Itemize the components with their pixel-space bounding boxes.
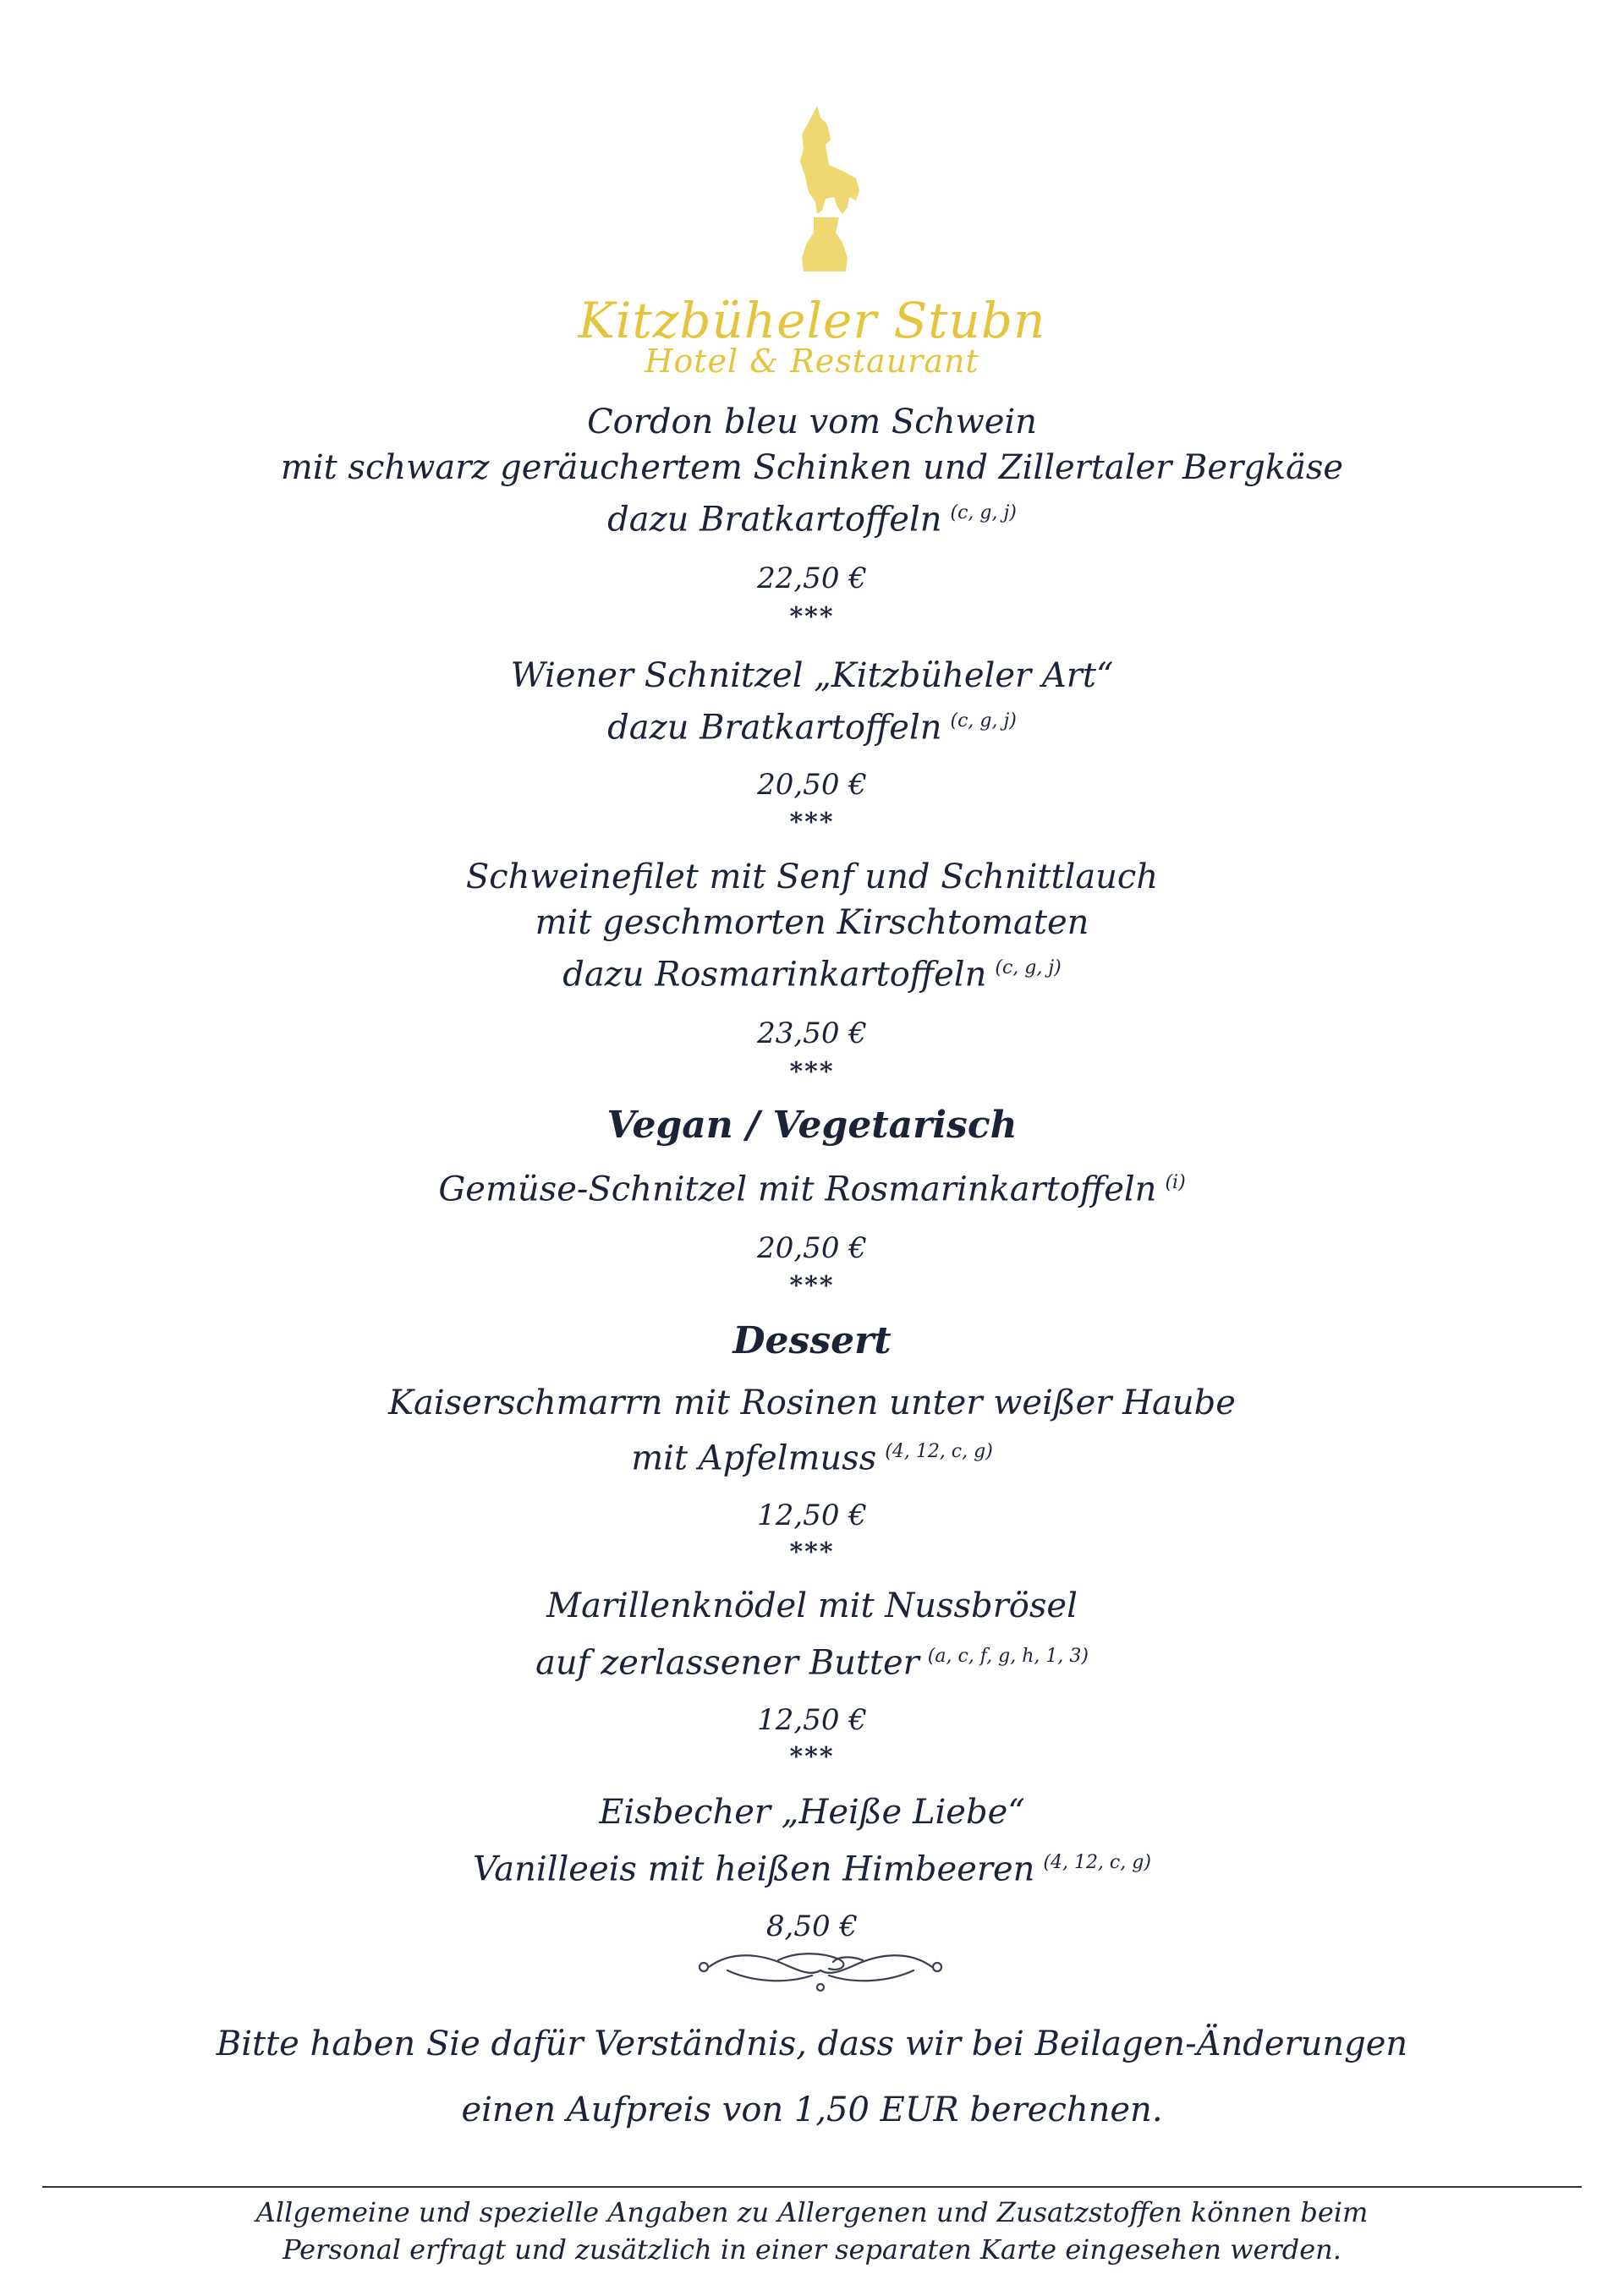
dish-4-price: 20,50 € xyxy=(757,1231,867,1265)
dish-6-allergens: (a, c, f, g, h, 1, 3) xyxy=(927,1646,1089,1667)
dish-7-line-2: Vanilleeis mit heißen Himbeeren $^{(4, 12, c, g)}$ xyxy=(473,1849,1151,1889)
dish-1-price: 22,50 € xyxy=(757,562,867,595)
dish-2-line-2: dazu Bratkartoffeln $^{(c, g, j)}$ xyxy=(607,708,1017,748)
surcharge-note-line-2: einen Aufpreis von 1,50 EUR berechnen. xyxy=(461,2091,1163,2129)
restaurant-name: Kitzbüheler Stubn xyxy=(578,292,1046,349)
separator: *** xyxy=(789,1537,835,1567)
dish-6-price: 12,50 € xyxy=(757,1703,867,1737)
dish-5-allergens: (4, 12, c, g) xyxy=(885,1441,993,1462)
dish-5-line-1: Kaiserschmarrn mit Rosinen unter weißer Haube xyxy=(388,1384,1236,1422)
section-heading-dessert: Dessert xyxy=(732,1319,892,1362)
chamois-trophy-icon xyxy=(778,106,871,279)
dish-7-allergens: (4, 12, c, g) xyxy=(1043,1852,1151,1873)
dish-4-allergens: (i) xyxy=(1165,1172,1186,1193)
dish-3-line-2: mit geschmorten Kirschtomaten xyxy=(535,903,1089,942)
dish-1-allergens: (c, g, j) xyxy=(950,502,1017,523)
restaurant-subtitle: Hotel & Restaurant xyxy=(645,342,979,380)
dish-3-line-3: dazu Rosmarinkartoffeln $^{(c, g, j)}$ xyxy=(562,955,1062,995)
section-heading-vegan: Vegan / Vegetarisch xyxy=(606,1104,1018,1147)
dish-7-price: 8,50 € xyxy=(765,1910,859,1943)
dish-1-line-2: mit schwarz geräuchertem Schinken und Zillertaler Bergkäse xyxy=(280,448,1344,487)
dish-6-line-2: auf zerlassener Butter $^{(a, c, f, g, h, 1, 3)}$ xyxy=(535,1643,1089,1683)
dish-7-line-1: Eisbecher „Heiße Liebe“ xyxy=(599,1793,1025,1832)
separator: *** xyxy=(789,1057,835,1087)
surcharge-note-line-1: Bitte haben Sie dafür Verständnis, dass wir bei Beilagen-Änderungen xyxy=(216,2025,1408,2063)
dish-3-allergens: (c, g, j) xyxy=(995,957,1062,978)
dish-6-line-1: Marillenknödel mit Nussbrösel xyxy=(546,1586,1078,1625)
allergen-note-line-2: Personal erfragt und zusätzlich in einer separaten Karte eingesehen werden. xyxy=(283,2233,1341,2266)
dish-5-price: 12,50 € xyxy=(757,1499,867,1532)
dish-2-allergens: (c, g, j) xyxy=(950,710,1017,732)
dish-3-line-1: Schweinefilet mit Senf und Schnittlauch xyxy=(465,858,1159,896)
separator: *** xyxy=(789,602,835,632)
dish-4-line-1: Gemüse-Schnitzel mit Rosmarinkartoffeln $^{(i)}$ xyxy=(438,1170,1186,1209)
allergen-note-line-1: Allgemeine und spezielle Angaben zu Allergenen und Zusatzstoffen können beim xyxy=(255,2196,1369,2228)
dish-1-line-1: Cordon bleu vom Schwein xyxy=(587,403,1037,441)
separator: *** xyxy=(789,808,835,837)
dish-3-price: 23,50 € xyxy=(757,1016,867,1050)
dish-5-line-2: mit Apfelmuss $^{(4, 12, c, g)}$ xyxy=(631,1438,993,1478)
dish-2-line-1: Wiener Schnitzel „Kitzbüheler Art“ xyxy=(510,656,1114,695)
ornament-flourish-icon xyxy=(694,1945,947,1996)
dish-1-line-3: dazu Bratkartoffeln $^{(c, g, j)}$ xyxy=(607,500,1017,540)
separator: *** xyxy=(789,1742,835,1772)
dish-2-price: 20,50 € xyxy=(757,768,867,802)
footer-divider xyxy=(42,2186,1582,2188)
separator: *** xyxy=(789,1271,835,1301)
